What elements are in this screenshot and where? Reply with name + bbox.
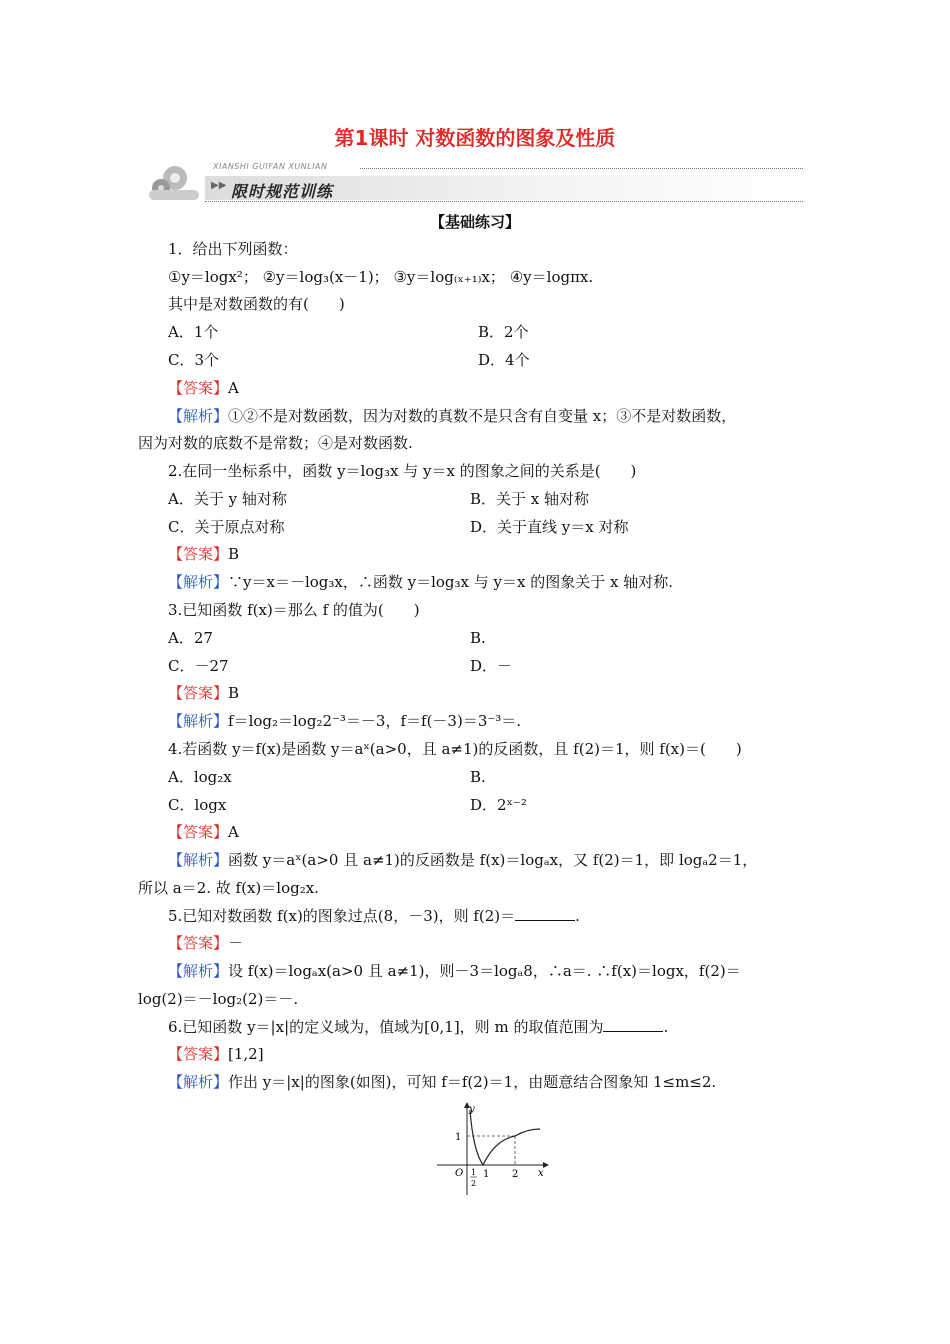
section-banner [145, 160, 805, 206]
q4-option-c: C．logx [168, 796, 227, 814]
x-tick-denominator: 2 [471, 1179, 477, 1188]
explanation-tag: 【解析】 [168, 407, 229, 425]
q5-answer [168, 933, 243, 953]
q1-item: ③y＝log₍ₓ₊₁₎x； [393, 268, 505, 286]
answer-value: A [228, 823, 239, 841]
explanation-text: ∵y＝x＝－log₃x，∴函数 y＝log₃x 与 y＝x 的图象关于 x 轴对称. [228, 573, 674, 591]
q5-stem [168, 906, 580, 926]
q6-stem-text: 6.已知函数 y＝|x|的定义域为，值域为[0,1]，则 m 的取值范围为 [168, 1018, 604, 1036]
explanation-tag: 【解析】 [168, 712, 229, 730]
answer-tag: 【答案】 [168, 1045, 229, 1063]
q4-stem: 4.若函数 y＝f(x)是函数 y＝aˣ(a>0，且 a≠1)的反函数，且 f(2)＝1，则 f(x)＝( ) [168, 740, 742, 758]
explanation-text: 作出 y＝|x|的图象(如图)，可知 f＝f(2)＝1，由题意结合图象知 1≤m≤2. [228, 1073, 717, 1091]
explanation-tag: 【解析】 [168, 851, 229, 869]
q1-item: ①y＝logx²； [168, 268, 258, 286]
origin-label: O [455, 1168, 464, 1179]
q1-option-a: A．1个 [168, 323, 219, 341]
x-tick-numerator: 1 [471, 1168, 477, 1177]
q6-explanation [168, 1072, 716, 1092]
answer-tag: 【答案】 [168, 823, 229, 841]
explanation-text: f＝log₂＝log₂2⁻³＝－3，f＝f(－3)＝3⁻³＝. [228, 712, 522, 730]
explanation-text: ①②不是对数函数，因为对数的真数不是只含有自变量 x；③不是对数函数， [228, 407, 737, 425]
q1-option-b: B．2个 [478, 323, 529, 341]
explanation-tag: 【解析】 [168, 573, 229, 591]
gear-icon [145, 160, 207, 206]
q1-stem: 1．给出下列函数： [168, 240, 298, 258]
q1-option-c: C．3个 [168, 351, 220, 369]
y-tick-label: 1 [455, 1132, 462, 1143]
explanation-text: 设 f(x)＝logₐx(a>0 且 a≠1)，则－3＝logₐ8，∴a＝. ∴f(x)＝logx，f(2)＝ [228, 962, 741, 980]
q6-stem-end: . [663, 1018, 669, 1036]
q2-answer [168, 544, 239, 564]
explanation-tag: 【解析】 [168, 1073, 229, 1091]
divider [205, 201, 803, 202]
page-title: 第1课时 对数函数的图象及性质 [334, 126, 616, 150]
q5-explanation-cont: log(2)＝－log₂(2)＝－. [138, 990, 299, 1008]
banner-title: 限时规范训练 [231, 182, 334, 201]
divider [360, 168, 803, 169]
q1-option-d: D．4个 [478, 351, 530, 369]
x-tick-label: 2 [512, 1169, 519, 1180]
q2-stem: 2.在同一坐标系中，函数 y＝log₃x 与 y＝x 的图象之间的关系是( ) [168, 462, 637, 480]
q3-answer [168, 683, 239, 703]
answer-tag: 【答案】 [168, 379, 229, 397]
q3-option-c: C．－27 [168, 657, 229, 675]
q1-explanation-cont: 因为对数的底数不是常数；④是对数函数. [138, 434, 413, 452]
q2-option-c: C．关于原点对称 [168, 518, 285, 536]
q3-option-d: D．－ [470, 657, 513, 675]
explanation-tag: 【解析】 [168, 962, 229, 980]
x-axis-label: x [538, 1168, 544, 1179]
q4-answer [168, 822, 239, 842]
x-tick-label: 1 [483, 1169, 490, 1180]
y-axis-label: y [469, 1104, 475, 1115]
section-heading: 【基础练习】 [429, 213, 520, 231]
x-axis-arrow [543, 1162, 549, 1168]
q1-ask: 其中是对数函数的有( ) [168, 295, 345, 313]
q2-option-a: A．关于 y 轴对称 [168, 490, 287, 508]
answer-tag: 【答案】 [168, 684, 229, 702]
q4-explanation [168, 850, 757, 870]
q2-option-d: D．关于直线 y＝x 对称 [470, 518, 629, 536]
q3-option-a: A．27 [168, 629, 213, 647]
q5-stem-end: . [575, 907, 580, 925]
answer-value: B [228, 545, 240, 563]
function-curve [470, 1110, 540, 1165]
answer-value: A [228, 379, 239, 397]
q4-option-a: A．log₂x [168, 768, 232, 786]
answer-blank [603, 1017, 663, 1032]
banner-english: XIANSHI GUIFAN XUNLIAN [213, 162, 328, 171]
arrows-icon: ▶▶ [211, 180, 227, 191]
q4-explanation-cont: 所以 a＝2. 故 f(x)＝log₂x. [138, 879, 319, 897]
q1-items [168, 267, 593, 287]
function-graph [425, 1100, 555, 1200]
q4-option-b: B. [470, 768, 486, 786]
q2-option-b: B．关于 x 轴对称 [470, 490, 590, 508]
explanation-text: 函数 y＝aˣ(a>0 且 a≠1)的反函数是 f(x)＝logₐx，又 f(2)＝1，即 logₐ2＝1， [228, 851, 758, 869]
q4-option-d: D．2ˣ⁻² [470, 796, 527, 814]
q6-stem [168, 1017, 668, 1037]
q1-item: ②y＝log₃(x－1)； [262, 268, 389, 286]
q3-explanation [168, 711, 521, 731]
answer-value: B [228, 684, 240, 702]
q5-stem-text: 5.已知对数函数 f(x)的图象过点(8，－3)，则 f(2)＝ [168, 907, 516, 925]
answer-blank [515, 906, 575, 921]
answer-value: [1,2] [228, 1045, 264, 1063]
q2-explanation [168, 572, 673, 592]
q1-answer [168, 378, 239, 398]
q6-answer [168, 1044, 264, 1064]
q1-explanation [168, 406, 736, 426]
q1-item: ④y＝logπx. [509, 268, 594, 286]
answer-value: － [228, 934, 244, 952]
q3-stem: 3.已知函数 f(x)＝那么 f 的值为( ) [168, 601, 420, 619]
answer-tag: 【答案】 [168, 545, 229, 563]
q5-explanation [168, 961, 741, 981]
q3-option-b: B. [470, 629, 486, 647]
answer-tag: 【答案】 [168, 934, 229, 952]
